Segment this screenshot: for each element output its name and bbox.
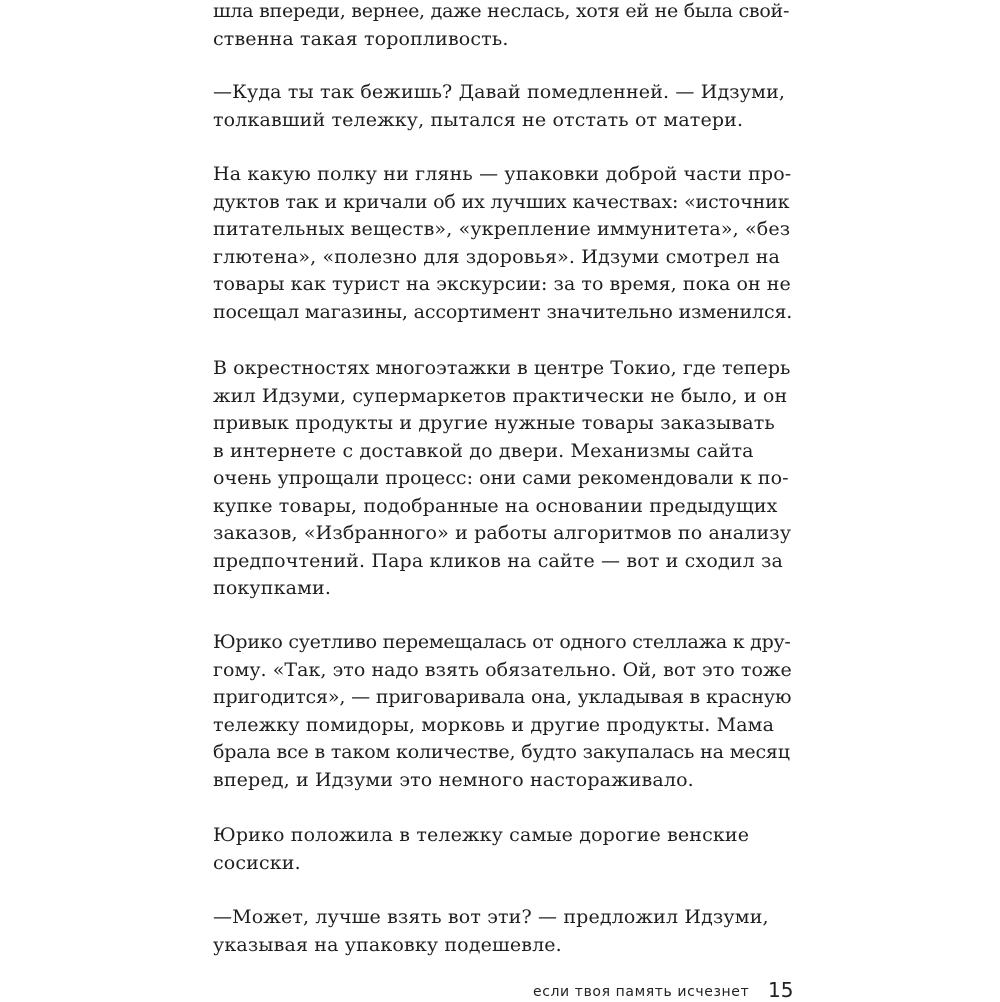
paragraph-4 bbox=[213, 355, 793, 603]
page-footer bbox=[0, 978, 1000, 1000]
text-line: брала все в таком количестве, будто закупалась на месяц bbox=[213, 741, 790, 763]
text-line: жил Идзуми, супермаркетов практически не было, и он bbox=[213, 384, 788, 407]
paragraph-1 bbox=[213, 0, 793, 53]
text-line: посещал магазины, ассортимент значительно изменился. bbox=[213, 300, 793, 323]
text-line: указывая на упаковку подешевле. bbox=[213, 933, 562, 956]
paragraph-2 bbox=[213, 79, 793, 134]
text-line: шла впереди, вернее, даже неслась, хотя ей не была свой- bbox=[213, 0, 790, 22]
text-line: глютена», «полезно для здоровья». Идзуми смотрел на bbox=[213, 245, 781, 268]
paragraph-6 bbox=[213, 822, 793, 877]
paragraph-7 bbox=[213, 904, 793, 959]
text-line: покупками. bbox=[213, 577, 332, 599]
running-head: если твоя память исчезнет bbox=[533, 984, 750, 1000]
text-line: На какую полку ни глянь — упаковки доброй части про- bbox=[213, 163, 792, 185]
text-line: привык продукты и другие нужные товары заказывать bbox=[213, 412, 775, 434]
paragraph-5 bbox=[213, 629, 793, 794]
text-line: пригодится», — приговаривала она, укладывая в красную bbox=[213, 686, 792, 708]
text-line: —Куда ты так бежишь? Давай помедленней. — Идзуми, bbox=[213, 81, 786, 103]
text-line: —Может, лучше взять вот эти? — предложил Идзуми, bbox=[213, 906, 769, 928]
text-line: предпочтений. Пара кликов на сайте — вот и сходил за bbox=[213, 549, 783, 572]
text-line: купке товары, подобранные на основании предыдущих bbox=[213, 494, 778, 517]
text-line: вперед, и Идзуми это немного настораживало. bbox=[213, 768, 694, 791]
page-number: 15 bbox=[768, 978, 794, 1002]
text-line: тележку помидоры, морковь и другие продукты. Мама bbox=[213, 713, 775, 736]
text-line: ственна такая торопливость. bbox=[213, 27, 509, 50]
text-line: дуктов так и кричали об их лучших качествах: «источник bbox=[213, 190, 790, 213]
text-line: питательных веществ», «укрепление иммунитета», «без bbox=[213, 218, 791, 240]
text-line: гому. «Так, это надо взять обязательно. Ой, вот это тоже bbox=[213, 658, 792, 681]
paragraph-3 bbox=[213, 161, 793, 326]
text-line: заказов, «Избранного» и работы алгоритмов по анализу bbox=[213, 522, 792, 544]
text-line: В окрестностях многоэтажки в центре Токио, где теперь bbox=[213, 357, 791, 379]
text-line: толкавший тележку, пытался не отстать от матери. bbox=[213, 108, 744, 131]
text-line: сосиски. bbox=[213, 851, 301, 874]
text-line: очень упрощали процесс: они сами рекомендовали к по- bbox=[213, 467, 789, 489]
text-line: в интернете с доставкой до двери. Механизмы сайта bbox=[213, 439, 754, 462]
text-line: товары как турист на экскурсии: за то время, пока он не bbox=[213, 273, 791, 295]
text-line: Юрико суетливо перемещалась от одного стеллажа к дру- bbox=[213, 631, 791, 653]
text-line: Юрико положила в тележку самые дорогие венские bbox=[213, 824, 750, 846]
